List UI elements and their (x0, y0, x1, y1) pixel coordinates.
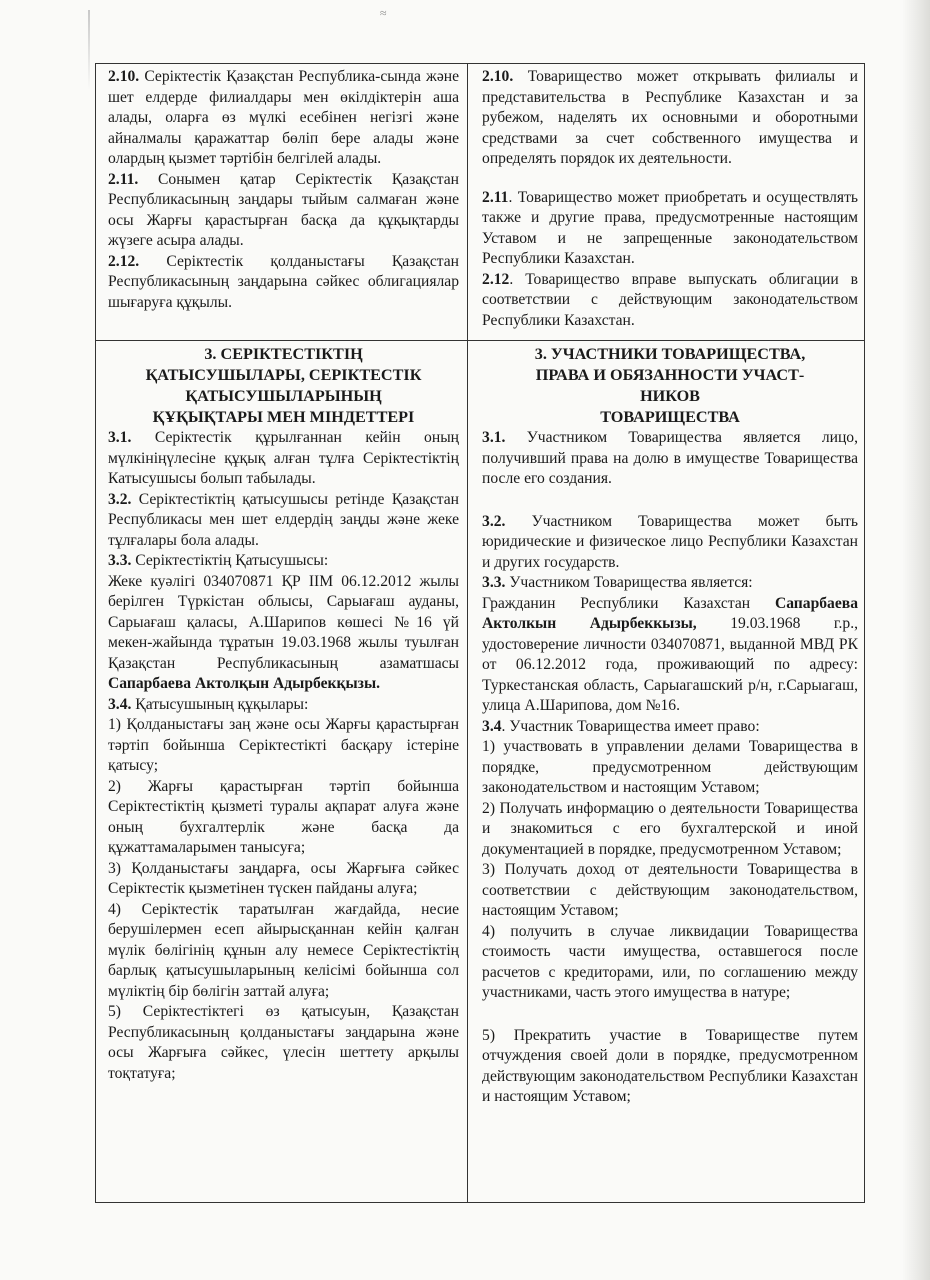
spacer (482, 490, 858, 512)
heading-line: ҚАТЫСУШЫЛАРЫ, СЕРІКТЕСТІК (145, 366, 422, 384)
clause-text: Серіктестік қолданыстағы Қазақстан Республикасының заңдарына сәйкес облигациялар шығаруға құқылы. (108, 252, 460, 311)
clause-3-1-kz (108, 428, 459, 490)
clause-number: 2.10. (482, 68, 514, 85)
clause-number: 3.2. (482, 512, 506, 530)
column-kazakh (96, 64, 468, 340)
heading-line: ҚАТЫСУШЫЛАРЫНЫҢ (185, 387, 382, 405)
clause-text: Серіктестіктің қатысушысы ретінде Қазақстан Республикасы мен шет елдердің заңды және жеке тұлғалары бола алады. (108, 490, 460, 549)
clause-2-12-kz (108, 252, 459, 314)
clause-text: 19.03.1968 г.р., удостоверение личности 034070871, выданной МВД РК от 06.12.2012 года, проживающий по адресу: Туркестанская область, Сарыагашский р/н, г.Сарыагаш, улица А.Шарипова, дом №16. (482, 615, 858, 714)
heading-line: ҚҰҚЫҚТАРЫ МЕН МІНДЕТТЕРІ (152, 408, 415, 426)
clause-3-2-kz (108, 490, 459, 552)
heading-line: 3. УЧАСТНИКИ ТОВАРИЩЕСТВА, (534, 345, 806, 363)
clause-2-12-ru (482, 270, 858, 332)
right-item-kz: 3) Қолданыстағы заңдарға, осы Жарғыға сәйкес Серіктестік қызметінен түскен пайданы алуға; (108, 859, 460, 897)
scan-artifact-mark: ≈ (380, 6, 387, 20)
scan-edge-shadow (902, 0, 930, 1280)
clause-text: Серіктестік құрылғаннан кейін оның мүлкініңүлесіне құқық алған тұлға Серіктестіктің Катысушысы болып табылады. (108, 429, 460, 487)
column-russian (468, 64, 864, 340)
clause-text: . Участник Товарищества имеет право: (501, 717, 760, 735)
right-item-kz: 5) Серіктестіктегі өз қатысуын, Қазақстан Республикасының қолданыстағы заңдарына және осы Жарғыға сәйкес, үлесін шеттету арқылы тоқтатуға; (108, 1003, 460, 1082)
clause-text: Серіктестік Қазақстан Республика-сында және шет елдерде филиалдары мен өкілдіктерін аша алады, оларға өз мүлкі есебінен негізгі және айналмалы қаражаттар бөліп бере алады және олардың қызмет тәртібін белгілей алады. (108, 68, 460, 167)
clause-2-11-kz (108, 170, 459, 252)
heading-line: 3. СЕРІКТЕСТІКТІҢ (204, 345, 363, 363)
participant-name: Сапарбаева Актолқын Адырбекқызы. (108, 675, 381, 692)
heading-line: НИКОВ (640, 387, 700, 405)
clause-number: 2.10. (108, 68, 140, 85)
participant-details-ru (482, 594, 858, 717)
clause-3-4-kz (108, 695, 459, 716)
right-item-ru: 5) Прекратить участие в Товариществе путем отчуждения своей доли в порядке, предусмотренном действующим законодательством Республики Казахстан и настоящим Уставом; (482, 1026, 858, 1105)
clause-2-10-kz (108, 67, 459, 170)
clause-text: Товарищество может открывать филиалы и представительства в Республике Казахстан и за рубежом, наделять их основными и оборотными средствами за счет собственного имущества и определять порядок их деятельности. (482, 68, 858, 167)
clause-number: 3.1. (108, 429, 132, 446)
clause-text: Гражданин Республики Казахстан (482, 594, 775, 612)
right-item-ru: 4) получить в случае ликвидации Товарищества стоимость части имущества, оставшегося после расчетов с кредиторами, или, по соглашению между участниками, часть этого имущества в натуре; (482, 922, 858, 1001)
clause-number: 3.1. (482, 429, 506, 446)
clause-text: . Товарищество вправе выпускать облигации в соответствии с действующим законодательством Республики Казахстан. (482, 270, 858, 329)
clause-text: Участником Товарищества является лицо, получивший права на долю в имуществе Товарищества после его создания. (482, 429, 858, 487)
scan-artifact-line (88, 10, 90, 90)
spacer (482, 170, 858, 188)
right-item-kz: 1) Қолданыстағы заң және осы Жарғы қарастырған тәртіп бойынша Серіктестікті басқару істеріне қатысу; (108, 716, 460, 774)
clause-2-11-ru (482, 188, 858, 270)
clause-3-4-ru (482, 717, 858, 738)
clause-number: 3.3. (482, 574, 506, 591)
right-item-kz: 2) Жарғы қарастырған тәртіп бойынша Серіктестіктің қызметі туралы ақпарат алуға және оның бухгалтерлік және басқа да құжаттамаларымен танысуға; (108, 777, 460, 856)
clause-number: 3.4 (482, 717, 502, 735)
clause-number: 3.4. (108, 695, 132, 713)
clause-text: Қатысушының құқылары: (131, 695, 309, 713)
participant-name: Сапарбаева Актолкын Адырбеккызы, (482, 594, 858, 632)
clause-number: 2.11. (108, 170, 139, 188)
right-item-ru: 3) Получать доход от деятельности Товарищества в соответствии с действующим законодательством, настоящим Уставом; (482, 861, 858, 919)
column-kazakh (96, 341, 468, 1203)
clause-number: 3.2. (108, 490, 132, 508)
participant-details-kz (108, 572, 459, 695)
right-item-ru: 1) участвовать в управлении делами Товарищества в порядке, предусмотренном действующим законодательством и настоящим Уставом; (482, 738, 858, 796)
clause-3-1-ru (482, 428, 858, 490)
section-heading-ru (482, 344, 858, 428)
clause-number: 2.11 (482, 188, 509, 206)
heading-line: ПРАВА И ОБЯЗАННОСТИ УЧАСТ- (535, 366, 805, 384)
clause-number: 3.3. (108, 552, 132, 569)
clause-3-3-kz (108, 551, 459, 572)
clause-3-2-ru (482, 512, 858, 574)
table-row-section2 (96, 64, 864, 341)
clause-number: 2.12 (482, 270, 510, 288)
clause-number: 2.12. (108, 252, 140, 270)
right-item-kz: 4) Серіктестік таратылған жағдайда, несие берушілермен есеп айырысқаннан кейін қалған мүлік бөлігінің құнын алу немесе Серіктестіктің барлық қатысушыларының келісімі бойынша сол мүліктің бір бөлігін заттай алуға; (108, 900, 460, 1000)
heading-line: ТОВАРИЩЕСТВА (600, 408, 740, 426)
right-item-ru: 2) Получать информацию о деятельности Товарищества и знакомиться с его бухгалтерской и иной документацией в порядке, предусмотренном Уставом; (482, 799, 858, 858)
clause-3-3-ru (482, 573, 858, 594)
clause-text: Серіктестіктің Қатысушысы: (131, 552, 329, 569)
spacer (482, 1004, 858, 1026)
clause-text: Участником Товарищества является: (505, 574, 753, 591)
clause-text: Сонымен қатар Серіктестік Қазақстан Республикасының заңдары тыйым салмаған және осы Жарғы қарастырған басқа да құқықтарды жүзеге асыра алады. (108, 170, 460, 249)
document-table (95, 63, 865, 1203)
column-russian (468, 341, 864, 1203)
clause-text: Участником Товарищества может быть юридические и физическое лицо Республики Казахстан и других государств. (482, 512, 858, 571)
section-heading-kz (108, 344, 459, 428)
clause-text: Жеке куәлігі 034070871 ҚР ІІМ 06.12.2012 жылы берілген Түркістан облысы, Сарыағаш ауданы, Сарыағаш қаласы, А.Шарипов көшесі №16 үй мекен-жайында тұратын 19.03.1968 жылы туылған Қазақстан Республикасының азаматшасы (108, 572, 460, 672)
clause-2-10-ru (482, 67, 858, 170)
table-row-section3 (96, 341, 864, 1203)
clause-text: . Товарищество может приобретать и осуществлять также и другие права, предусмотренные настоящим Уставом и не запрещенные законодательством Республики Казахстан. (482, 188, 858, 267)
